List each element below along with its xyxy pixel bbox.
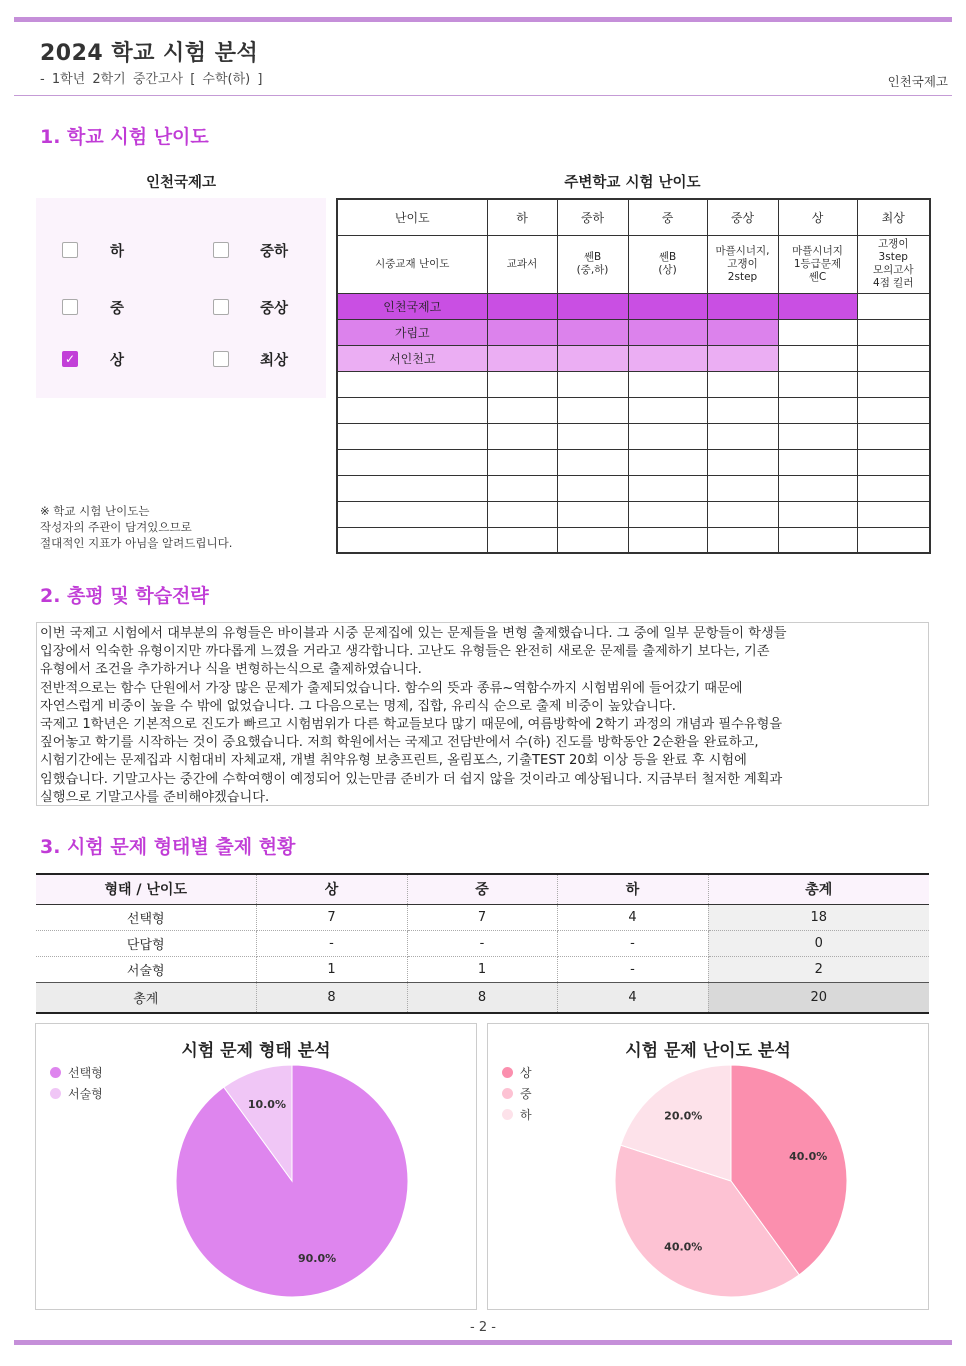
table-cell (337, 423, 487, 449)
table-cell (628, 371, 707, 397)
empty-row (337, 397, 930, 423)
page-title: 2024 학교 시험 분석 (40, 41, 259, 66)
difficulty-pie-svg (488, 1024, 930, 1311)
cell-text: 고쟁이 3step 모의고사 4점 킬러 (872, 238, 914, 289)
table-cell (487, 397, 557, 423)
grand-total: 20 (708, 982, 929, 1013)
table-cell (707, 475, 778, 501)
table-cell (857, 371, 930, 397)
note-line: ※ 학교 시험 난이도는 (40, 504, 150, 518)
legend-label: 하 (520, 1108, 532, 1122)
table-cell (857, 423, 930, 449)
table-cell (487, 527, 557, 553)
table-cell (628, 527, 707, 553)
checkbox-label: 중 (110, 301, 125, 317)
type-pie-svg (36, 1024, 478, 1311)
table-cell (487, 371, 557, 397)
table-cell (628, 235, 707, 293)
legend-label: 서술형 (68, 1087, 103, 1101)
level-bar-cell (487, 345, 557, 371)
summary-line: 유형에서 조건을 추가하거나 식을 변형하는식으로 출제하였습니다. (40, 662, 422, 678)
empty-row (337, 423, 930, 449)
table-cell (778, 199, 857, 235)
table-cell (707, 235, 778, 293)
table-cell (628, 397, 707, 423)
pie-slice-label: 10.0% (247, 1097, 286, 1111)
row-label: 선택형 (36, 904, 256, 930)
checkbox-label: 중상 (260, 301, 289, 317)
table-row (36, 956, 929, 982)
checkbox-5[interactable]: ✓ (62, 351, 78, 367)
table-cell (557, 235, 628, 293)
row-label: 단답형 (36, 930, 256, 956)
table-cell: - (557, 930, 708, 956)
table-cell (628, 449, 707, 475)
level-bar-cell (778, 293, 857, 319)
checkbox-label: 최상 (260, 353, 289, 369)
cell-text: 마플시너지 1등급문제 쎈C (792, 244, 843, 283)
level-bar-cell (557, 345, 628, 371)
table-cell (337, 397, 487, 423)
table-cell (557, 423, 628, 449)
table-cell (707, 449, 778, 475)
table-cell: 7 (256, 904, 407, 930)
table-cell (778, 235, 857, 293)
section1-right-title: 주변학교 시험 난이도 (564, 175, 701, 191)
pie-slice-label: 40.0% (664, 1240, 703, 1254)
cell-text: 하 (516, 210, 528, 225)
table-cell (487, 423, 557, 449)
level-bar-cell (487, 293, 557, 319)
summary-line: 임했습니다. 기말고사는 중간에 수학여행이 예정되어 있는만큼 준비가 더 쉽지 않을 것이라고 예상됩니다. 지금부터 철저한 계획과 (40, 771, 783, 787)
table-cell (487, 199, 557, 235)
legend-label: 중 (520, 1087, 532, 1101)
table-cell: 7 (407, 904, 557, 930)
cell-text: 중하 (580, 210, 605, 225)
table-cell (337, 235, 487, 293)
table-cell (857, 501, 930, 527)
row-total: 2 (708, 956, 929, 982)
table-cell: - (407, 930, 557, 956)
table-cell (778, 371, 857, 397)
empty-row (337, 475, 930, 501)
pie-slice-label: 20.0% (664, 1109, 703, 1123)
school-difficulty-table (336, 198, 931, 554)
table-cell (857, 235, 930, 293)
cell-text: 중 (661, 210, 674, 225)
cell-text: 최상 (881, 210, 905, 225)
school-name-cell: 인천국제고 (337, 293, 487, 319)
level-bar-cell (628, 319, 707, 345)
level-bar-cell (778, 345, 857, 371)
school-name: 인천국제고 (887, 74, 948, 89)
table-cell (557, 475, 628, 501)
level-bar-cell (857, 319, 930, 345)
top-accent-bar (14, 17, 952, 22)
table-cell (337, 371, 487, 397)
difficulty-pie-chart (487, 1023, 929, 1310)
table-cell (857, 199, 930, 235)
legend-label: 상 (520, 1066, 532, 1080)
row-total: 0 (708, 930, 929, 956)
summary-line: 짚어놓고 학기를 시작하는 것이 중요했습니다. 저희 학원에서는 국제고 전담반에서 수(하) 진도를 방학동안 2순환을 완료하고, (40, 735, 759, 751)
question-type-table (36, 873, 929, 1014)
level-bar-cell (707, 345, 778, 371)
table-cell (557, 397, 628, 423)
table-cell (337, 527, 487, 553)
summary-line: 이번 국제고 시험에서 대부분의 유형들은 바이블과 시중 문제집에 있는 문제들을 변형 출제했습니다. 그 중에 일부 문항들이 학생들 (40, 626, 787, 641)
empty-row (337, 501, 930, 527)
section3-heading: 3. 시험 문제 형태별 출제 현황 (40, 836, 296, 858)
table-header-row (36, 874, 929, 904)
checkbox-3[interactable] (62, 299, 78, 315)
table-header-row (337, 199, 930, 235)
page-number: - 2 - (470, 1320, 496, 1335)
total-label: 총계 (36, 982, 256, 1013)
checkbox-2[interactable] (213, 242, 229, 258)
chart-title: 시험 문제 형태 분석 (181, 1041, 331, 1061)
checkbox-label: 중하 (260, 244, 289, 260)
cell-text: 교과서 (506, 257, 538, 270)
table-cell (778, 423, 857, 449)
table-cell (778, 449, 857, 475)
summary-line: 입장에서 익숙한 유형이지만 까다롭게 느꼈을 거라고 생각합니다. 고난도 유형들은 완전히 새로운 문제를 출제하기 보다는, 기존 (40, 644, 770, 660)
level-bar-cell (628, 293, 707, 319)
level-bar-cell (778, 319, 857, 345)
table-cell (337, 199, 487, 235)
pie-slice-label: 90.0% (298, 1252, 337, 1266)
table-cell (857, 527, 930, 553)
table-cell (778, 501, 857, 527)
cell-text: 상 (811, 210, 824, 225)
school-name-cell: 가림고 (337, 319, 487, 345)
chart-title: 시험 문제 난이도 분석 (625, 1041, 791, 1061)
level-bar-cell (628, 345, 707, 371)
level-bar-cell (557, 293, 628, 319)
table-cell (707, 397, 778, 423)
table-cell (628, 501, 707, 527)
bottom-accent-bar (14, 1340, 952, 1345)
table-cell (707, 501, 778, 527)
school-name-cell: 서인천고 (337, 345, 487, 371)
checkbox-label: 하 (110, 244, 125, 260)
level-bar-cell (707, 319, 778, 345)
cell-text: 중상 (730, 210, 755, 225)
type-pie-chart (35, 1023, 477, 1310)
table-cell (628, 475, 707, 501)
level-bar-cell (857, 345, 930, 371)
page-subtitle: - 1학년 2학기 중간고사 [ 수학(하) ] (40, 72, 263, 87)
table-cell (487, 501, 557, 527)
summary-line: 실행으로 기말고사를 준비해야겠습니다. (40, 789, 270, 805)
summary-line: 시험기간에는 문제집과 시험대비 자체교재, 개별 취약유형 보충프린트, 올림포스, 기출TEST 20회 이상 등을 완료 후 시험에 (40, 753, 747, 769)
level-bar-cell (557, 319, 628, 345)
table-cell (337, 501, 487, 527)
total-cell: 8 (407, 982, 557, 1013)
level-bar-cell (487, 319, 557, 345)
table-cell (487, 475, 557, 501)
table-cell (487, 235, 557, 293)
cell-text: 난이도 (394, 210, 430, 225)
table-cell (778, 527, 857, 553)
total-cell: 4 (557, 982, 708, 1013)
summary-line: 자연스럽게 비중이 높을 수 밖에 없었습니다. 그 다음으로는 명제, 집합, 유리식 순으로 출제 비중이 높았습니다. (40, 698, 676, 714)
table-cell (707, 199, 778, 235)
school-row (337, 319, 930, 345)
cell-text: 쎈B (상) (658, 251, 677, 276)
summary-text-box (36, 622, 929, 806)
table-cell (557, 527, 628, 553)
column-header: 형태 / 난이도 (36, 874, 256, 904)
section1-left-title: 인천국제고 (145, 175, 217, 191)
column-header: 중 (407, 874, 557, 904)
table-cell (707, 527, 778, 553)
table-cell (707, 371, 778, 397)
level-bar-cell (707, 293, 778, 319)
table-cell (557, 501, 628, 527)
section1-heading: 1. 학교 시험 난이도 (40, 126, 209, 148)
section2-heading: 2. 총평 및 학습전략 (40, 585, 209, 607)
table-cell (778, 475, 857, 501)
table-cell: - (557, 956, 708, 982)
header-divider (14, 95, 952, 96)
table-cell: 4 (557, 904, 708, 930)
table-cell (557, 449, 628, 475)
table-cell (337, 449, 487, 475)
table-cell (557, 199, 628, 235)
table-cell (857, 397, 930, 423)
column-header: 하 (557, 874, 708, 904)
school-row (337, 345, 930, 371)
level-bar-cell (857, 293, 930, 319)
legend-label: 선택형 (68, 1066, 103, 1080)
row-label: 서술형 (36, 956, 256, 982)
row-total: 18 (708, 904, 929, 930)
summary-line: 전반적으로는 함수 단원에서 가장 많은 문제가 출제되었습니다. 함수의 뜻과 종류~역함수까지 시험범위에 들어갔기 때문에 (40, 680, 743, 696)
table-cell (628, 423, 707, 449)
summary-line: 국제고 1학년은 기본적으로 진도가 빠르고 시험범위가 다른 학교들보다 많기 때문에, 여름방학에 2학기 과정의 개념과 필수유형을 (40, 717, 783, 733)
table-cell (557, 371, 628, 397)
checkbox-4[interactable] (213, 299, 229, 315)
cell-text: 마플시너지, 고쟁이 2step (715, 244, 770, 283)
table-total-row (36, 982, 929, 1013)
empty-row (337, 527, 930, 553)
column-header: 총계 (708, 874, 929, 904)
table-cell (628, 199, 707, 235)
table-cell (487, 449, 557, 475)
difficulty-note (40, 503, 232, 551)
note-line: 작성자의 주관이 담겨있으므로 (40, 520, 192, 534)
table-cell (778, 397, 857, 423)
cell-text: 쎈B (중,하) (576, 251, 609, 276)
school-row (337, 293, 930, 319)
pie-slice-label: 40.0% (789, 1149, 828, 1163)
note-line: 절대적인 지표가 아님을 알려드립니다. (40, 536, 233, 550)
reference-row (337, 235, 930, 293)
table-row (36, 904, 929, 930)
table-row (36, 930, 929, 956)
column-header: 상 (256, 874, 407, 904)
checkbox-6[interactable] (213, 351, 229, 367)
table-cell (707, 423, 778, 449)
table-cell: 1 (256, 956, 407, 982)
cell-text: 시중교재 난이도 (375, 257, 450, 270)
table-cell (857, 475, 930, 501)
total-cell: 8 (256, 982, 407, 1013)
checkbox-label: 상 (110, 353, 125, 369)
checkbox-1[interactable] (62, 242, 78, 258)
table-cell (337, 475, 487, 501)
table-cell: - (256, 930, 407, 956)
empty-row (337, 449, 930, 475)
table-cell: 1 (407, 956, 557, 982)
table-cell (857, 449, 930, 475)
empty-row (337, 371, 930, 397)
